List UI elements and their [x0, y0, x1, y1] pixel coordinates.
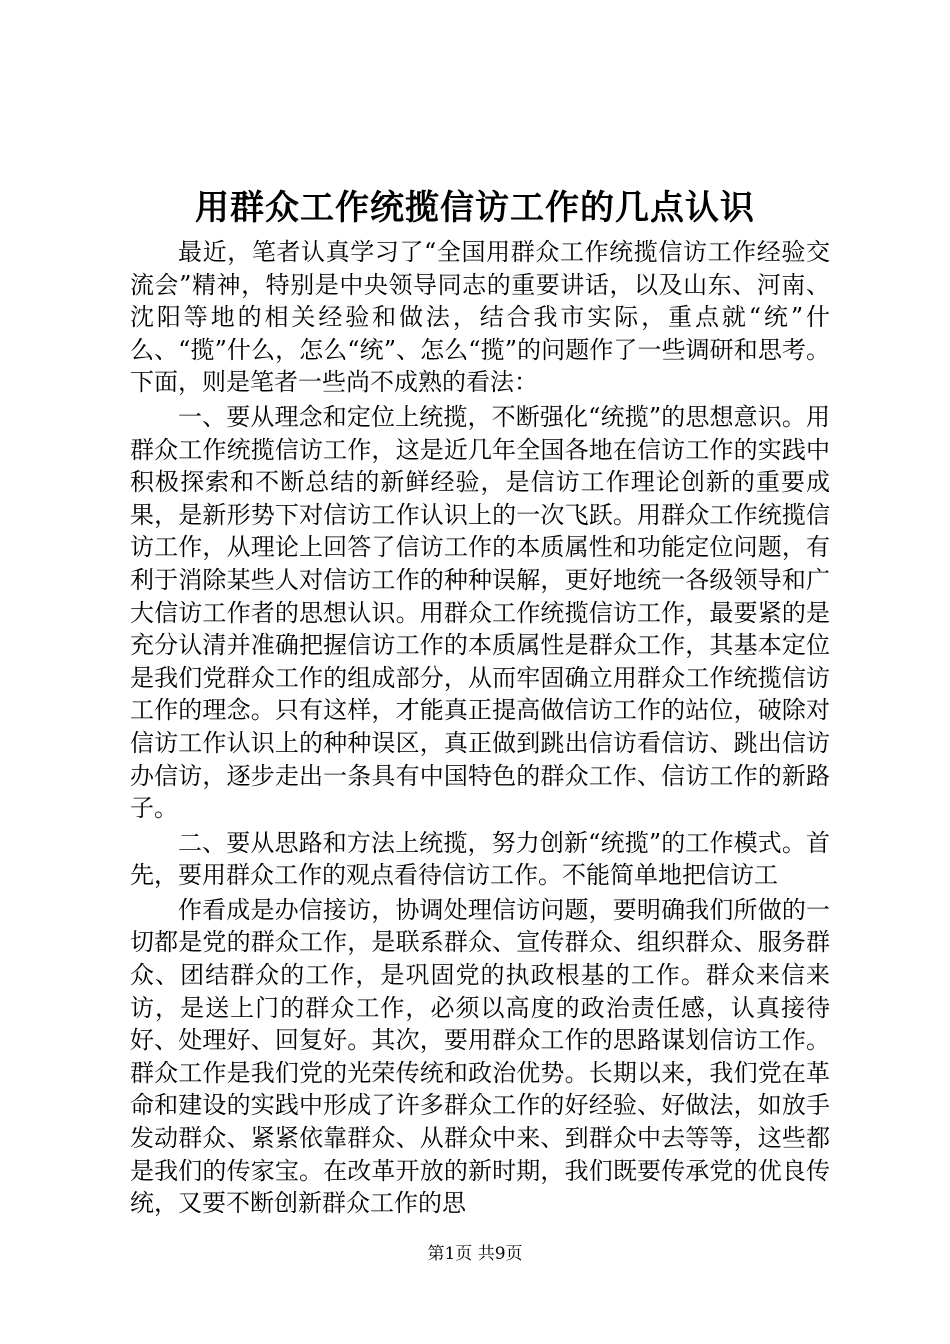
document-body — [130, 236, 830, 1220]
paragraph-section-one: 一、要从理念和定位上统揽，不断强化“统揽”的思想意识。用群众工作统揽信访工作，这是近几年全国各地在信访工作的实践中积极探索和不断总结的新鲜经验，是信访工作理论创新的重要成果，是新形势下对信访工作认识上的一次飞跃。用群众工作统揽信访工作，从理论上回答了信访工作的本质属性和功能定位问题，有利于消除某些人对信访工作的种种误解，更好地统一各级领导和广大信访工作者的思想认识。用群众工作统揽信访工作，最要紧的是充分认清并准确把握信访工作的本质属性是群众工作，其基本定位是我们党群众工作的组成部分，从而牢固确立用群众工作统揽信访工作的理念。只有这样，才能真正提高做信访工作的站位，破除对信访工作认识上的种种误区，真正做到跳出信访看信访、跳出信访办信访，逐步走出一条具有中国特色的群众工作、信访工作的新路子。 — [130, 402, 830, 823]
document-title: 用群众工作统揽信访工作的几点认识 — [195, 188, 755, 228]
paragraph-section-two-continued: 作看成是办信接访，协调处理信访问题，要明确我们所做的一切都是党的群众工作，是联系群众、宣传群众、组织群众、服务群众、团结群众的工作，是巩固党的执政根基的工作。群众来信来访，是送上门的群众工作，必须以高度的政治责任感，认真接待好、处理好、回复好。其次，要用群众工作的思路谋划信访工作。群众工作是我们党的光荣传统和政治优势。长期以来，我们党在革命和建设的实践中形成了许多群众工作的好经验、好做法，如放手发动群众、紧紧依靠群众、从群众中来、到群众中去等等，这些都是我们的传家宝。在改革开放的新时期，我们既要传承党的优良传统，又要不断创新群众工作的思 — [130, 895, 830, 1218]
paragraph-intro: 最近，笔者认真学习了“全国用群众工作统揽信访工作经验交流会”精神，特别是中央领导同志的重要讲话，以及山东、河南、沈阳等地的相关经验和做法，结合我市实际，重点就“统”什么、“揽”什么，怎么“统”、怎么“揽”的问题作了一些调研和思考。下面，则是笔者一些尚不成熟的看法： — [130, 238, 830, 397]
page-number-footer: 第1页 共9页 — [427, 1244, 523, 1264]
paragraph-section-two: 二、要从思路和方法上统揽，努力创新“统揽”的工作模式。首先，要用群众工作的观点看待信访工作。不能简单地把信访工 — [130, 828, 830, 890]
